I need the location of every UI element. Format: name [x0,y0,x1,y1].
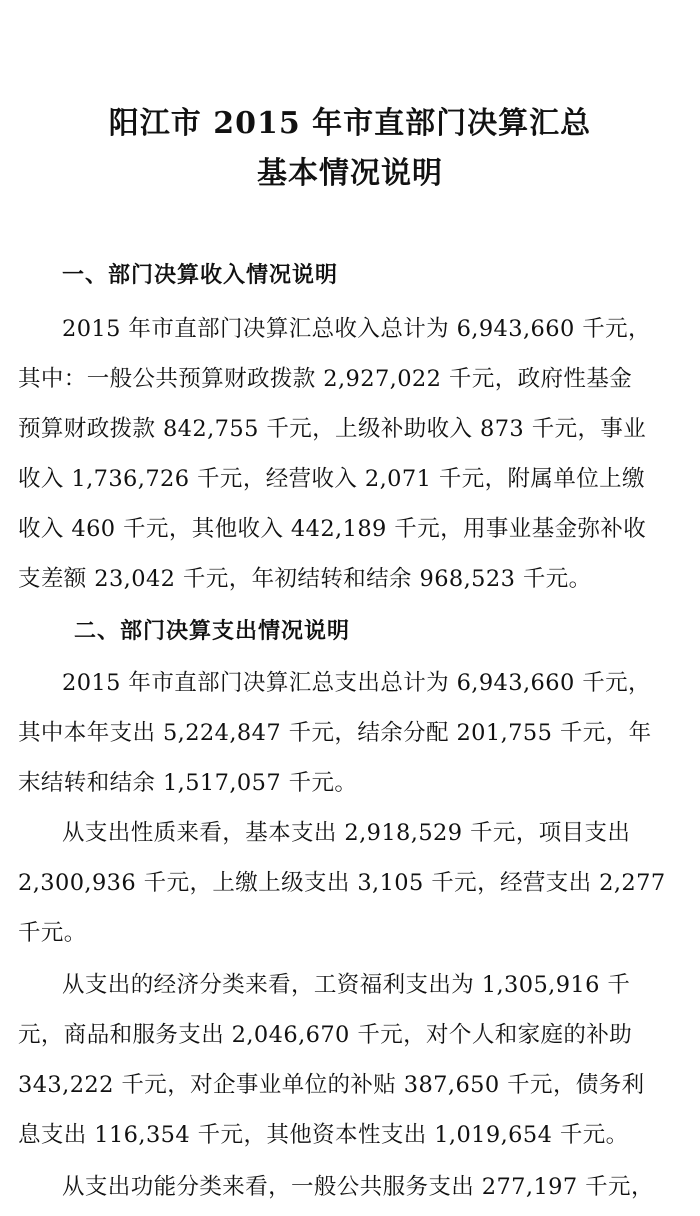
section-2-heading: 二、部门决算支出情况说明 [74,618,351,644]
section-1-line: 预算财政拨款 842,755 千元，上级补助收入 873 千元，事业 [18,416,647,442]
section-2-line: 2015 年市直部门决算汇总支出总计为 6,943,660 千元， [62,670,651,696]
section-2-line: 元，商品和服务支出 2,046,670 千元，对个人和家庭的补助 [18,1022,633,1048]
section-1-line: 2015 年市直部门决算汇总收入总计为 6,943,660 千元， [62,316,651,342]
section-1-line: 支差额 23,042 千元，年初结转和结余 968,523 千元。 [18,566,592,592]
section-2-line: 从支出功能分类来看，一般公共服务支出 277,197 千元， [62,1174,654,1200]
section-2-line: 从支出的经济分类来看，工资福利支出为 1,305,916 千 [62,972,631,998]
document-title-line-2: 基本情况说明 [257,156,443,191]
section-2-line: 息支出 116,354 千元，其他资本性支出 1,019,654 千元。 [18,1122,629,1148]
section-1-heading: 一、部门决算收入情况说明 [62,262,339,288]
section-2-line: 千元。 [18,920,87,946]
section-2-line: 末结转和结余 1,517,057 千元。 [18,770,358,796]
document-title-line-1: 阳江市 2015 年市直部门决算汇总 [108,106,592,141]
section-2-line: 2,300,936 千元，上缴上级支出 3,105 千元，经营支出 2,277 [18,870,666,896]
section-2-line: 其中本年支出 5,224,847 千元，结余分配 201,755 千元，年 [18,720,652,746]
section-2-line: 从支出性质来看，基本支出 2,918,529 千元，项目支出 [62,820,631,846]
section-2-line: 343,222 千元，对企事业单位的补贴 387,650 千元，债务利 [18,1072,645,1098]
section-1-line: 其中：一般公共预算财政拨款 2,927,022 千元，政府性基金 [18,366,633,392]
section-1-line: 收入 460 千元，其他收入 442,189 千元，用事业基金弥补收 [18,516,647,542]
section-1-line: 收入 1,736,726 千元，经营收入 2,071 千元，附属单位上缴 [18,466,645,492]
